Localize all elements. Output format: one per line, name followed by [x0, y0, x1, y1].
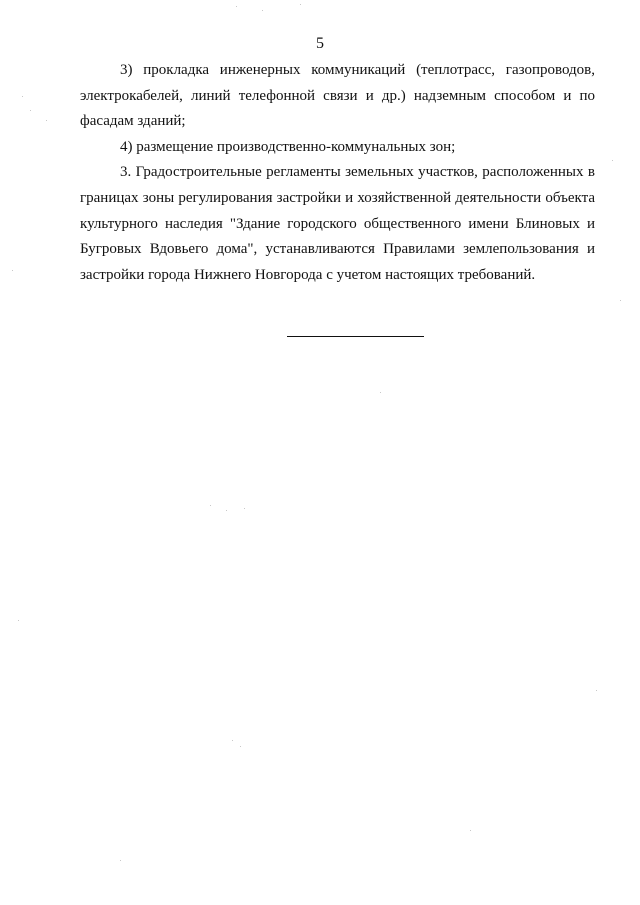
- end-of-text-rule: [287, 336, 424, 337]
- paragraph-urban-regulations: 3. Градостроительные регламенты земельных участков, расположенных в границах зоны регулирования застройки и хозяйственной деятельности объекта культурного наследия "Здание городского общественного имени Блиновых и Бугровых Вдовьего дома", устанавливаются Правилами землепользования и застройки города Нижнего Новгорода с учетом настоящих требований.: [80, 164, 595, 283]
- paragraph-industrial-zones: 4) размещение производственно-коммунальных зон;: [120, 138, 456, 155]
- page-number: 5: [316, 35, 324, 52]
- paragraph-utility-lines: 3) прокладка инженерных коммуникаций (теплотрасс, газопроводов, электрокабелей, линий телефонной связи и др.) надземным способом и по фасадам зданий;: [80, 62, 595, 130]
- document-body: [80, 58, 595, 288]
